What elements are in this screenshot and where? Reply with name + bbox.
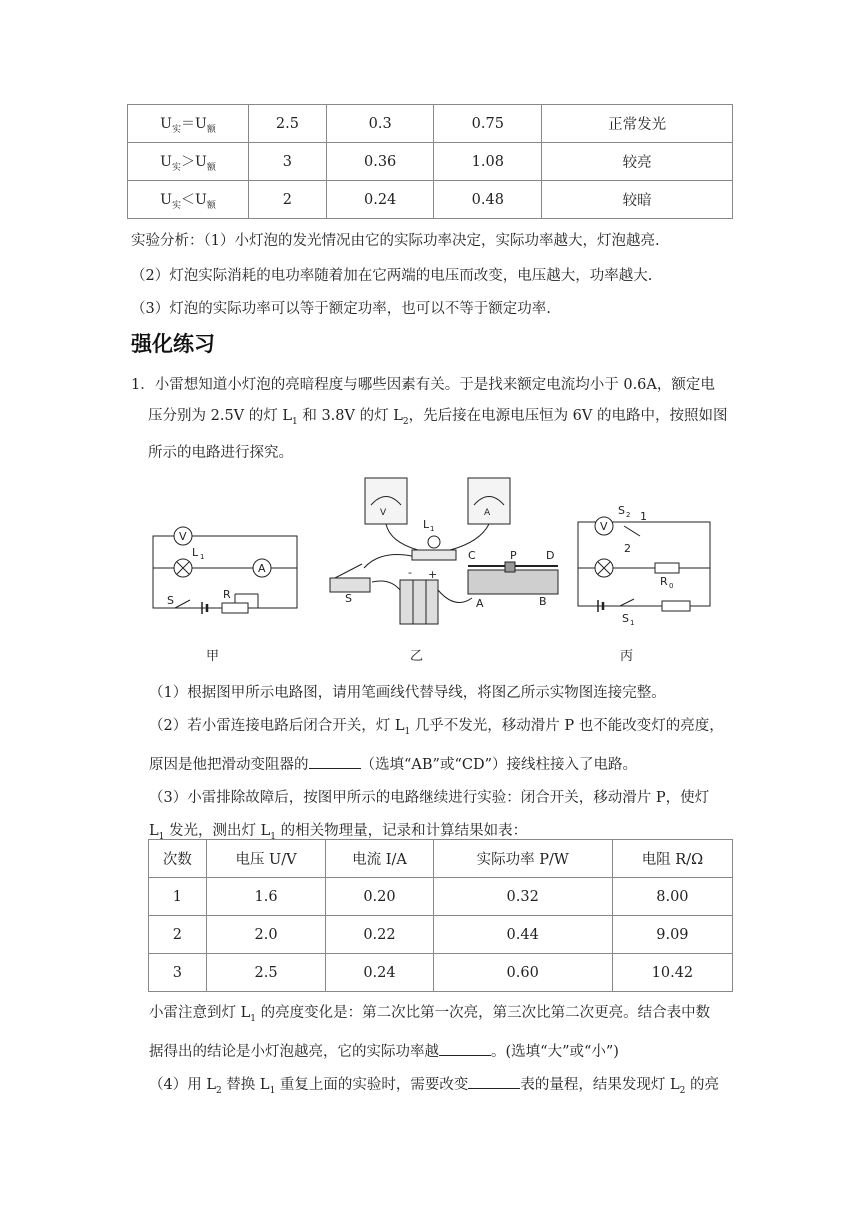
svg-text:2: 2 (626, 511, 631, 519)
rheostat-symbol-jia (222, 603, 248, 613)
table-header-cell: 实际功率 P/W (433, 840, 612, 878)
terminal-b: B (539, 595, 547, 608)
table-cell: 0.44 (433, 916, 612, 954)
table-cell: 0.60 (433, 954, 612, 992)
svg-text:1: 1 (200, 553, 205, 561)
caption-bing: 丙 (620, 649, 634, 664)
terminal-d: D (546, 549, 555, 562)
table-cell: 2 (249, 181, 327, 219)
circuit-figure (150, 470, 720, 670)
lamp-device (412, 550, 456, 560)
condition-part: U (195, 115, 207, 132)
table-cell: 0.75 (434, 105, 542, 143)
circuit-diagram-jia (153, 527, 297, 664)
switch-s1-label: S (622, 612, 629, 625)
switch-symbol-jia (175, 600, 190, 608)
ammeter-label: A (258, 562, 266, 575)
svg-text:1: 1 (430, 525, 435, 533)
condition-part: 实 (171, 162, 181, 173)
table-cell: 0.32 (433, 878, 612, 916)
contact-2: 2 (624, 542, 631, 555)
voltmeter-label: V (179, 530, 187, 543)
caption-jia: 甲 (206, 649, 220, 664)
after-b: 的亮度变化是：第二次比第一次亮，第三次比第二次更亮。结合表中数 (255, 1005, 711, 1021)
condition-cell (128, 143, 249, 181)
answer-blank-2[interactable] (439, 1043, 491, 1056)
voltmeter-label-bing: V (600, 520, 608, 533)
rheostat-device (468, 570, 558, 594)
table-cell: 9.09 (612, 916, 732, 954)
condition-part: U (195, 191, 207, 208)
slider-p: P (510, 549, 517, 562)
condition-cell (128, 181, 249, 219)
sq3b: L (149, 822, 159, 839)
battery-device (400, 580, 438, 624)
table-cell: 2 (149, 916, 207, 954)
condition-part: ＝ (181, 115, 195, 132)
q4b: 替换 L (221, 1076, 270, 1093)
question-text-1: 小雷想知道小灯泡的亮暗程度与哪些因素有关。于是找来额定电流均小于 0.6A，额定电 (154, 377, 715, 393)
table-cell: 0.48 (434, 181, 542, 219)
battery-minus: - (408, 566, 412, 579)
contact-1: 1 (640, 510, 647, 523)
table-cell: 1 (149, 878, 207, 916)
switch-s2-label: S (618, 504, 625, 517)
q4e: 的亮 (685, 1076, 719, 1093)
sub-question-2-cont (149, 749, 749, 782)
terminal-a: A (476, 597, 484, 610)
table-header-cell: 电流 I/A (326, 840, 433, 878)
after-c: 据得出的结论是小灯泡越亮，它的实际功率越 (149, 1043, 439, 1060)
table-cell: 10.42 (612, 954, 732, 992)
rheostat-symbol-bing (662, 601, 690, 611)
sub-2: 2 (402, 416, 409, 427)
answer-blank-3[interactable] (468, 1076, 520, 1089)
apparatus-yi (330, 478, 558, 664)
question-number: 1． (131, 377, 155, 393)
condition-part: 额 (206, 124, 216, 135)
table-row (149, 878, 733, 916)
question-1 (131, 370, 741, 469)
table-header-cell: 电压 U/V (206, 840, 326, 878)
question-text-2a: 压分别为 2.5V 的灯 L (148, 408, 292, 424)
q4a: （4）用 L (149, 1076, 216, 1093)
condition-part: ＞ (181, 153, 195, 170)
svg-text:1: 1 (630, 619, 635, 627)
table-cell: 较暗 (542, 181, 733, 219)
switch-label-yi: S (345, 592, 352, 605)
table-header-cell: 次数 (149, 840, 207, 878)
question-text-2b: 和 3.8V 的灯 L (297, 408, 403, 424)
table-cell: 0.3 (326, 105, 434, 143)
analysis-line-2: （2）灯泡实际消耗的电功率随着加在它两端的电压而改变，电压越大，功率越大. (131, 268, 653, 284)
svg-text:L: L (423, 518, 430, 531)
table-cell: 0.24 (326, 181, 434, 219)
condition-part: 实 (171, 200, 181, 211)
sq2b: 几乎不发光，移动滑片 P 也不能改变灯的亮度， (410, 718, 724, 734)
table-row (128, 105, 733, 143)
sub-question-3: （3）小雷排除故障后，按图甲所示的电路继续进行实验：闭合开关，移动滑片 P，使灯 (149, 789, 710, 806)
sq2c: 原因是他把滑动变阻器的 (149, 756, 309, 773)
analysis-line-1: 实验分析：（1）小灯泡的发光情况由它的实际功率决定，实际功率越大，灯泡越亮. (131, 233, 660, 249)
table-header-row (149, 840, 733, 878)
terminal-c: C (468, 549, 476, 562)
table-cell: 8.00 (612, 878, 732, 916)
answer-blank-1[interactable] (309, 756, 361, 769)
caption-yi: 乙 (410, 649, 424, 664)
table-header-cell: 电阻 R/Ω (612, 840, 732, 878)
condition-part: U (160, 115, 172, 132)
table-cell: 正常发光 (542, 105, 733, 143)
svg-text:A: A (484, 508, 491, 518)
table-row (128, 181, 733, 219)
sq3c: 发光，测出灯 L (164, 822, 271, 839)
sq3d: 的相关物理量，记录和计算结果如表： (275, 822, 528, 839)
condition-part: ＜ (181, 191, 195, 208)
after-d: 。(选填“大”或“小”) (491, 1043, 619, 1060)
sub-question-1: （1）根据图甲所示电路图，请用笔画线代替导线，将图乙所示实物图连接完整。 (149, 685, 666, 701)
rating-table (127, 104, 733, 219)
table-cell: 1.6 (206, 878, 326, 916)
table-cell: 3 (249, 143, 327, 181)
analysis-line-3: （3）灯泡的实际功率可以等于额定功率，也可以不等于额定功率. (131, 301, 551, 317)
svg-text:0: 0 (669, 582, 674, 590)
q4c: 重复上面的实验时，需要改变 (275, 1076, 469, 1093)
sub-question-3-cont: $L_1$ 发光，测出灯 $L_1$ 的相关物理量，记录和计算结果如表： (149, 822, 528, 842)
resistor-r0 (655, 563, 679, 573)
q4d: 表的量程，结果发现灯 L (520, 1076, 680, 1093)
condition-part: 额 (206, 200, 216, 211)
table-cell: 1.08 (434, 143, 542, 181)
conclusion: 小雷注意到灯 $L_1$ 的亮度变化是：第二次比第一次亮，第三次比第二次更亮。结合表中数 据得出的结论是小灯泡越亮，它的实际功率越 。(选填“大”或“小”) （4）用 $L_2$ 替换 $L_1$ 重复上面的实验时，需要改变 表的量程，结果发现灯 $L_2$ 的亮 (149, 1005, 719, 1096)
battery-plus: + (428, 568, 438, 581)
table-cell: 3 (149, 954, 207, 992)
rheostat-label-jia: R (223, 588, 231, 601)
sub-questions (149, 677, 749, 854)
sub-1: 1 (292, 416, 298, 427)
condition-part: U (160, 153, 172, 170)
switch-s1 (620, 599, 634, 606)
table-cell: 0.24 (326, 954, 433, 992)
sq2d: （选填“AB”或“CD”）接线柱接入了电路。 (360, 756, 637, 773)
table-cell: 0.20 (326, 878, 433, 916)
lamp-label-jia: L (192, 546, 199, 559)
question-text-3: 所示的电路进行探究。 (148, 444, 293, 461)
table-cell: 2.5 (249, 105, 327, 143)
table-row (149, 916, 733, 954)
table-cell: 0.36 (326, 143, 434, 181)
table-cell: 2.5 (206, 954, 326, 992)
condition-part: U (195, 153, 207, 170)
resistor-r0-label: R (660, 575, 668, 588)
switch-label-jia: S (167, 594, 174, 607)
svg-text:V: V (380, 508, 387, 518)
table-cell: 较亮 (542, 143, 733, 181)
switch-device (330, 578, 370, 592)
condition-cell (128, 105, 249, 143)
table-row (149, 954, 733, 992)
question-text-2c: ，先后接在电源电压恒为 6V 的电路中，按照如图 (408, 408, 728, 424)
after-a: 小雷注意到灯 L (149, 1005, 251, 1021)
condition-part: 实 (171, 124, 181, 135)
table-cell: 2.0 (206, 916, 326, 954)
sub-question-2: （2）若小雷连接电路后闭合开关，灯 $L_1$ 几乎不发光，移动滑片 P 也不能改变灯的亮度， (149, 718, 724, 737)
sq2a: （2）若小雷连接电路后闭合开关，灯 L (149, 718, 405, 734)
condition-part: U (160, 191, 172, 208)
table-row (128, 143, 733, 181)
switch-s2 (624, 526, 640, 536)
measurement-table (148, 839, 733, 992)
condition-part: 额 (206, 162, 216, 173)
section-title: 强化练习 (131, 332, 215, 356)
table-cell: 0.22 (326, 916, 433, 954)
circuit-diagram-bing (578, 504, 710, 664)
